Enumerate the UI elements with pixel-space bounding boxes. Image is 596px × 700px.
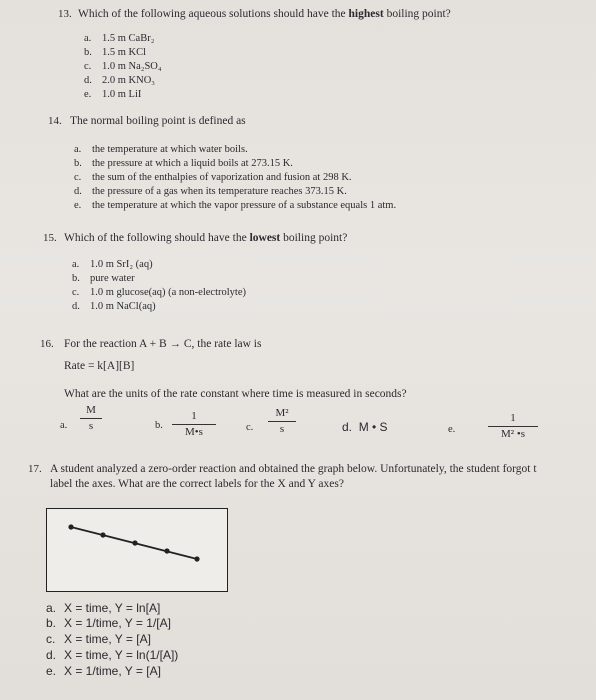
q17-option-b[interactable] bbox=[46, 616, 171, 630]
option-text: X = time, Y = [A] bbox=[64, 632, 151, 646]
option-letter: a. bbox=[84, 33, 92, 44]
fraction-numerator: M bbox=[86, 404, 96, 416]
option-text: X = 1/time, Y = 1/[A] bbox=[64, 616, 171, 630]
option-text: 1.0 m SrI₂ (aq) bbox=[90, 259, 153, 270]
option-text: the pressure of a gas when its temperature reaches 373.15 K. bbox=[92, 186, 347, 197]
q14-option-c[interactable] bbox=[74, 172, 352, 183]
q16-option-c[interactable] bbox=[268, 407, 296, 436]
option-text: X = time, Y = ln[A] bbox=[64, 601, 161, 615]
option-text: 1.0 m glucose(aq) (a non-electrolyte) bbox=[90, 287, 246, 298]
q16-option-c-letter[interactable]: c. bbox=[246, 422, 254, 433]
fraction-numerator: 1 bbox=[191, 410, 197, 422]
q13-stem-prefix: Which of the following aqueous solutions should have the bbox=[78, 8, 349, 20]
option-letter: c. bbox=[46, 632, 56, 646]
q13-stem-bold: highest bbox=[348, 8, 384, 20]
q17-option-e[interactable] bbox=[46, 664, 161, 678]
q16-option-b-letter[interactable]: b. bbox=[155, 420, 163, 431]
fraction-denominator: s bbox=[279, 423, 285, 435]
fraction-bar bbox=[268, 421, 296, 422]
q13-stem-suffix: boiling point? bbox=[383, 8, 451, 20]
q17-option-a[interactable] bbox=[46, 601, 160, 615]
q17-stem-line2: label the axes. What are the correct labels for the X and Y axes? bbox=[50, 478, 344, 490]
option-letter: c. bbox=[72, 287, 80, 298]
fraction-bar bbox=[80, 418, 102, 419]
q16-stem: For the reaction A + B → C, the rate law is bbox=[64, 338, 262, 350]
option-letter: d. bbox=[46, 648, 57, 662]
q15-option-c[interactable] bbox=[72, 287, 246, 298]
option-letter: a. bbox=[46, 601, 57, 615]
option-letter: e. bbox=[46, 664, 57, 678]
option-letter: e. bbox=[84, 89, 92, 100]
fraction-denominator: s bbox=[88, 420, 94, 432]
option-text: 1.0 m NaCl(aq) bbox=[90, 301, 156, 312]
q15-stem bbox=[64, 232, 347, 244]
option-letter: b. bbox=[72, 273, 80, 284]
q14-stem: The normal boiling point is defined as bbox=[70, 115, 246, 127]
graph-point bbox=[100, 532, 105, 537]
q17-option-d[interactable] bbox=[46, 648, 178, 662]
q15-stem-suffix: boiling point? bbox=[280, 232, 348, 244]
option-letter: a. bbox=[74, 144, 82, 155]
graph-point bbox=[164, 548, 169, 553]
q14-option-d[interactable] bbox=[74, 186, 347, 197]
q15-stem-bold: lowest bbox=[249, 232, 281, 244]
option-text: the sum of the enthalpies of vaporization and fusion at 298 K. bbox=[92, 172, 352, 183]
option-letter: d. bbox=[74, 186, 82, 197]
q16-option-b[interactable] bbox=[172, 410, 216, 439]
q15-option-b[interactable] bbox=[72, 273, 135, 284]
q13-number: 13. bbox=[58, 8, 72, 20]
q13-option-c[interactable] bbox=[84, 61, 162, 72]
option-text: pure water bbox=[90, 273, 135, 284]
option-text: the temperature at which the vapor pressure of a substance equals 1 atm. bbox=[92, 200, 397, 211]
q13-option-b[interactable] bbox=[84, 47, 146, 58]
q14-number: 14. bbox=[48, 115, 62, 127]
fraction-numerator: 1 bbox=[510, 412, 516, 424]
q14-option-a[interactable] bbox=[74, 144, 248, 155]
option-text: X = 1/time, Y = [A] bbox=[64, 664, 161, 678]
q16-rate-law: Rate = k[A][B] bbox=[64, 360, 135, 372]
option-text: 1.5 m CaBr₂ bbox=[102, 33, 155, 44]
q16-option-e[interactable] bbox=[488, 412, 538, 441]
option-text: 1.0 m LiI bbox=[102, 89, 142, 100]
q15-option-a[interactable] bbox=[72, 259, 153, 270]
option-text: the pressure at which a liquid boils at 273.15 K. bbox=[92, 158, 293, 169]
q16-option-a[interactable] bbox=[80, 404, 102, 433]
q17-option-c[interactable] bbox=[46, 632, 151, 646]
option-letter: c. bbox=[74, 172, 82, 183]
option-letter: e. bbox=[74, 200, 82, 211]
q14-option-b[interactable] bbox=[74, 158, 293, 169]
unlabeled-graph bbox=[46, 508, 228, 592]
option-letter: b. bbox=[46, 616, 57, 630]
graph-svg bbox=[47, 509, 227, 591]
q15-option-d[interactable] bbox=[72, 301, 156, 312]
q17-stem-line1: A student analyzed a zero-order reaction and obtained the graph below. Unfortunately, the student forgot t bbox=[50, 463, 537, 475]
option-letter: a. bbox=[72, 259, 80, 270]
fraction-numerator: M² bbox=[275, 407, 289, 419]
q17-number: 17. bbox=[28, 463, 42, 475]
q16-number: 16. bbox=[40, 338, 54, 350]
fraction-denominator: M•s bbox=[185, 426, 203, 438]
q16-option-a-letter[interactable]: a. bbox=[60, 420, 68, 431]
fraction-bar bbox=[488, 426, 538, 427]
fraction-bar bbox=[172, 424, 216, 425]
option-text: 1.5 m KCl bbox=[102, 47, 147, 58]
q14-option-e[interactable] bbox=[74, 200, 396, 211]
option-text: M • S bbox=[358, 420, 388, 434]
q15-stem-prefix: Which of the following should have the bbox=[64, 232, 250, 244]
option-letter: d. bbox=[84, 75, 92, 86]
option-text: X = time, Y = ln(1/[A]) bbox=[64, 648, 179, 662]
option-letter: b. bbox=[74, 158, 82, 169]
q16-question: What are the units of the rate constant where time is measured in seconds? bbox=[64, 388, 407, 400]
q13-stem bbox=[78, 8, 451, 20]
fraction-denominator: M² •s bbox=[501, 428, 525, 440]
option-letter: d. bbox=[72, 301, 80, 312]
q15-number: 15. bbox=[43, 232, 57, 244]
option-letter: b. bbox=[84, 47, 92, 58]
option-text: 1.0 m Na₂SO₄ bbox=[102, 61, 162, 72]
option-text: the temperature at which water boils. bbox=[92, 144, 248, 155]
q13-option-d[interactable] bbox=[84, 75, 155, 86]
q16-option-e-letter[interactable]: e. bbox=[448, 424, 456, 435]
option-letter: d. bbox=[342, 420, 353, 434]
option-letter: c. bbox=[84, 61, 92, 72]
q13-option-e[interactable] bbox=[84, 89, 141, 100]
q13-option-a[interactable] bbox=[84, 33, 154, 44]
option-text: 2.0 m KNO₃ bbox=[102, 75, 155, 86]
q16-option-d[interactable] bbox=[342, 420, 388, 434]
graph-point bbox=[194, 556, 199, 561]
graph-point bbox=[68, 524, 73, 529]
graph-point bbox=[132, 540, 137, 545]
